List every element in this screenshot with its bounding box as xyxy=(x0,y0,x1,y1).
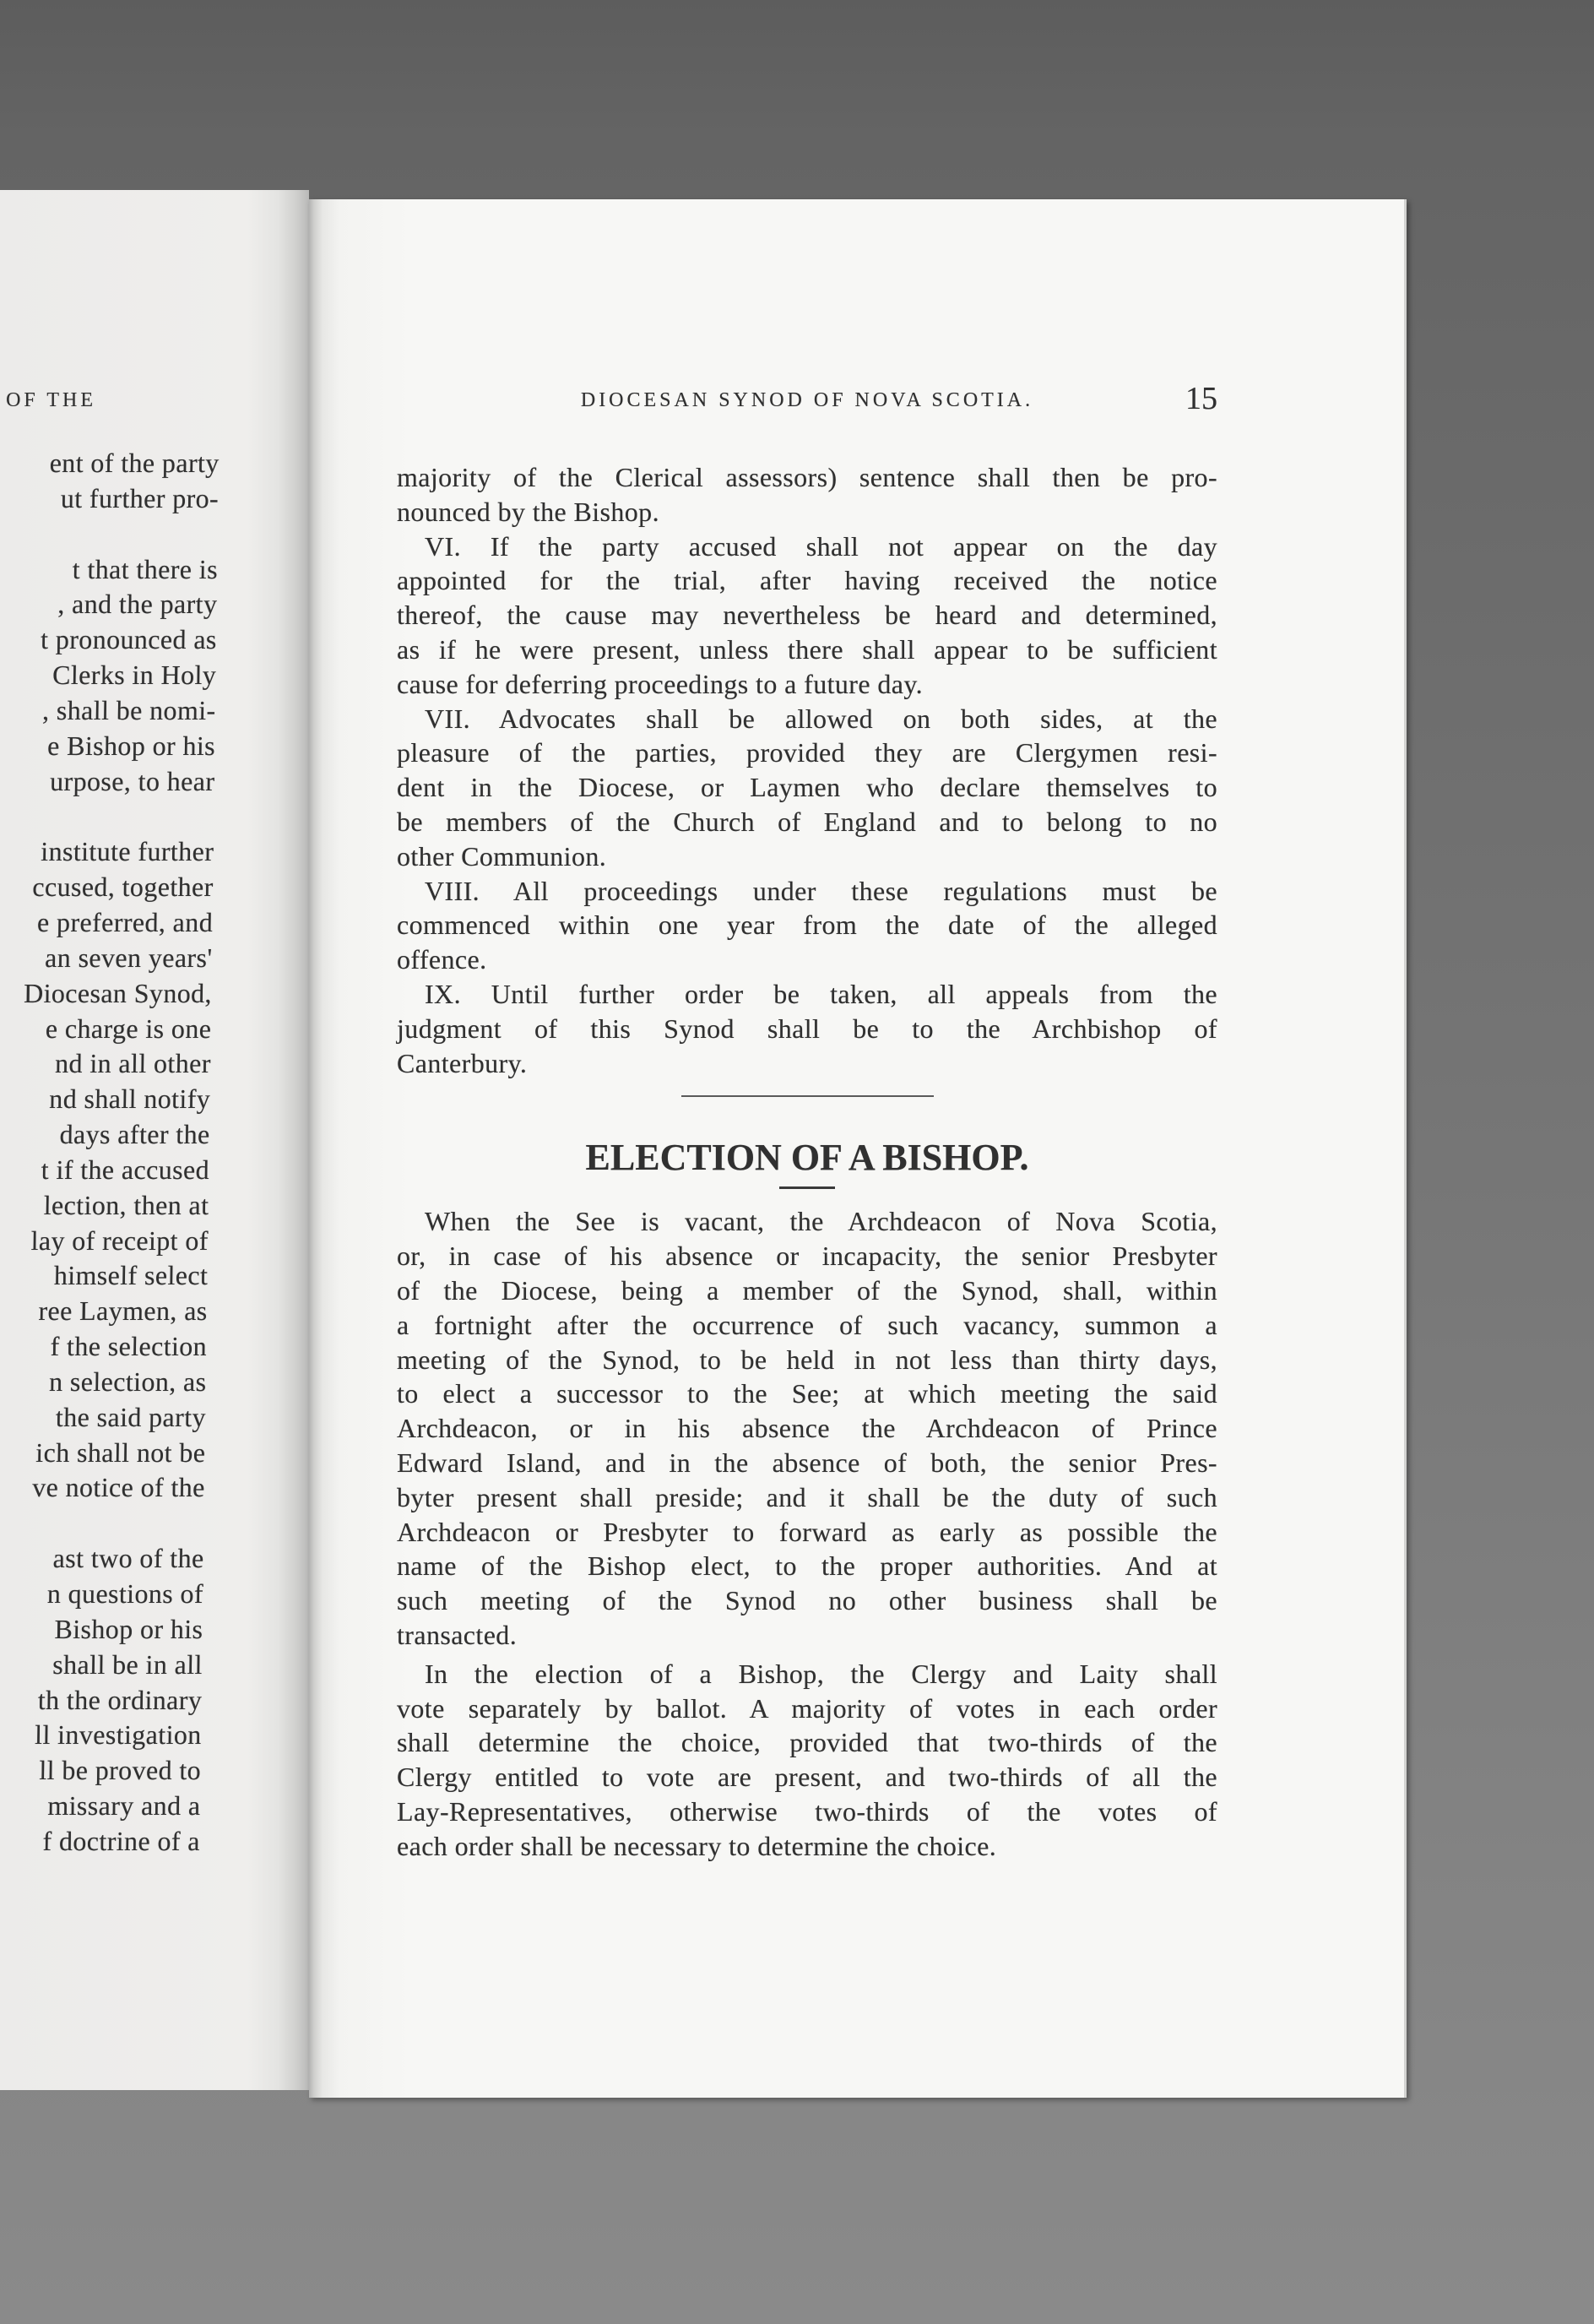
text-line: days after the xyxy=(59,1119,210,1150)
text-line: e charge is one xyxy=(45,1013,212,1044)
text-line: as if he were present, unless there shall appear to be sufficient xyxy=(397,633,1217,665)
text-line: VII. Advocates shall be allowed on both sides, at the xyxy=(425,703,1217,734)
text-line: offence. xyxy=(397,944,487,975)
text-line: other Communion. xyxy=(397,840,607,872)
text-line: Diocesan Synod, xyxy=(23,977,213,1008)
text-line: Clergy entitled to vote are present, and two-thirds of all the xyxy=(397,1762,1217,1793)
text-line: When the See is vacant, the Archdeacon of Nova Scotia, xyxy=(425,1206,1217,1237)
text-line: Archdeacon or Presbyter to forward as early as possible the xyxy=(397,1516,1217,1547)
paragraph xyxy=(397,460,1217,529)
paragraph xyxy=(0,1541,204,1860)
text-line: ve notice of the xyxy=(31,1472,206,1503)
page-number: 15 xyxy=(1185,381,1217,416)
text-line: or, in case of his absence or incapacity, the senior Presbyter xyxy=(397,1241,1217,1272)
text-line: e preferred, and xyxy=(36,906,214,937)
text-line: , and the party xyxy=(57,589,218,620)
text-line: nounced by the Bishop. xyxy=(397,496,659,527)
text-line: n questions of xyxy=(46,1578,204,1609)
text-line: Archdeacon, or in his absence the Archdeacon of Prince xyxy=(397,1413,1217,1444)
paragraph xyxy=(397,529,1217,702)
right-page xyxy=(309,199,1407,2098)
text-line: cause for deferring proceedings to a future day. xyxy=(397,668,924,699)
text-line: judgment of this Synod shall be to the Archbishop of xyxy=(397,1013,1217,1044)
text-line: byter present shall preside; and it shall be the duty of such xyxy=(397,1481,1217,1512)
text-line: f doctrine of a xyxy=(42,1825,201,1856)
text-line: the said party xyxy=(55,1401,207,1432)
text-line: ll be proved to xyxy=(39,1755,202,1786)
text-line: dent in the Diocese, or Laymen who declare themselves to xyxy=(397,772,1217,803)
text-line: an seven years' xyxy=(44,942,213,973)
text-line: In the election of a Bishop, the Clergy and Laity shall xyxy=(425,1658,1217,1689)
section-divider-rule xyxy=(681,1095,934,1097)
text-line: institute further xyxy=(41,836,214,867)
text-line: t if the accused xyxy=(41,1154,210,1185)
text-line: of the Diocese, being a member of the Synod, shall, within xyxy=(397,1274,1217,1306)
paragraph xyxy=(397,874,1217,977)
text-line: such meeting of the Synod no other business shall be xyxy=(397,1585,1217,1616)
text-line: th the ordinary xyxy=(37,1684,203,1715)
paragraph xyxy=(0,834,214,1506)
text-line: name of the Bishop elect, to the proper authorities. And at xyxy=(397,1550,1217,1582)
text-line: t pronounced as xyxy=(40,624,218,655)
election-section xyxy=(397,1204,1217,1863)
text-line: to elect a successor to the See; at which meeting the said xyxy=(397,1378,1217,1409)
text-line: ich shall not be xyxy=(35,1436,206,1468)
text-line: missary and a xyxy=(47,1790,201,1822)
text-line: nd shall notify xyxy=(49,1083,211,1115)
running-head-title: DIOCESAN SYNOD OF NOVA SCOTIA. xyxy=(580,389,1034,411)
text-line: vote separately by ballot. A majority of votes in each order xyxy=(397,1692,1217,1724)
text-line: e Bishop or his xyxy=(46,730,216,761)
text-line: each order shall be necessary to determine the choice. xyxy=(397,1830,997,1861)
text-line: appointed for the trial, after having received the notice xyxy=(397,565,1217,596)
paragraph xyxy=(397,1657,1217,1864)
text-line: transacted. xyxy=(397,1619,518,1650)
text-line: thereof, the cause may nevertheless be heard and determined, xyxy=(397,600,1217,631)
text-line: Lay-Representatives, otherwise two-thirds of the votes of xyxy=(397,1795,1217,1827)
running-head xyxy=(397,381,1217,416)
text-line: ast two of the xyxy=(52,1543,204,1574)
text-line: lay of receipt of xyxy=(30,1224,209,1256)
paragraph xyxy=(397,977,1217,1080)
paragraph xyxy=(397,702,1217,874)
paragraph xyxy=(0,446,220,517)
text-line: ll investigation xyxy=(34,1719,202,1751)
regulations-section xyxy=(397,460,1217,1080)
text-line: majority of the Clerical assessors) sentence shall then be pro- xyxy=(397,462,1217,492)
text-line: meeting of the Synod, to be held in not less than thirty days, xyxy=(397,1344,1217,1375)
left-running-head: OF THE xyxy=(6,389,96,411)
text-line: be members of the Church of England and to belong to no xyxy=(397,806,1217,837)
paragraph xyxy=(0,552,218,800)
text-line: VIII. All proceedings under these regulations must be xyxy=(425,875,1217,906)
text-line: urpose, to hear xyxy=(49,765,215,796)
text-line: ut further pro- xyxy=(60,482,220,513)
left-page xyxy=(0,190,309,2090)
text-line: pleasure of the parties, provided they are Clergymen resi- xyxy=(397,737,1217,768)
text-line: a fortnight after the occurrence of such vacancy, summon a xyxy=(397,1309,1217,1340)
text-line: t that there is xyxy=(72,553,219,584)
text-line: , shall be nomi- xyxy=(41,694,216,725)
text-line: lection, then at xyxy=(43,1189,209,1220)
text-column xyxy=(397,460,1217,1863)
text-line: f the selection xyxy=(50,1331,208,1362)
text-line: ccused, together xyxy=(32,872,214,903)
heading-underline xyxy=(779,1186,835,1189)
text-line: shall determine the choice, provided that two-thirds of the xyxy=(397,1727,1217,1758)
text-line: nd in all other xyxy=(54,1048,212,1079)
text-line: ree Laymen, as xyxy=(38,1295,208,1327)
text-line: VI. If the party accused shall not appear on the day xyxy=(425,530,1217,562)
text-line: Bishop or his xyxy=(54,1613,203,1644)
text-line: IX. Until further order be taken, all appeals from the xyxy=(425,978,1217,1009)
section-heading: ELECTION OF A BISHOP. xyxy=(585,1137,1029,1179)
text-line: commenced within one year from the date of the alleged xyxy=(397,910,1217,941)
text-line: himself select xyxy=(53,1260,209,1291)
text-line: Clerks in Holy xyxy=(52,660,217,691)
text-line: Edward Island, and in the absence of both, the senior Pres- xyxy=(397,1447,1217,1478)
text-line: ent of the party xyxy=(49,448,220,478)
paragraph xyxy=(397,1204,1217,1652)
text-line: Canterbury. xyxy=(397,1047,528,1078)
left-page-text xyxy=(0,446,220,1860)
text-line: shall be in all xyxy=(52,1648,203,1680)
text-line: n selection, as xyxy=(48,1366,207,1397)
